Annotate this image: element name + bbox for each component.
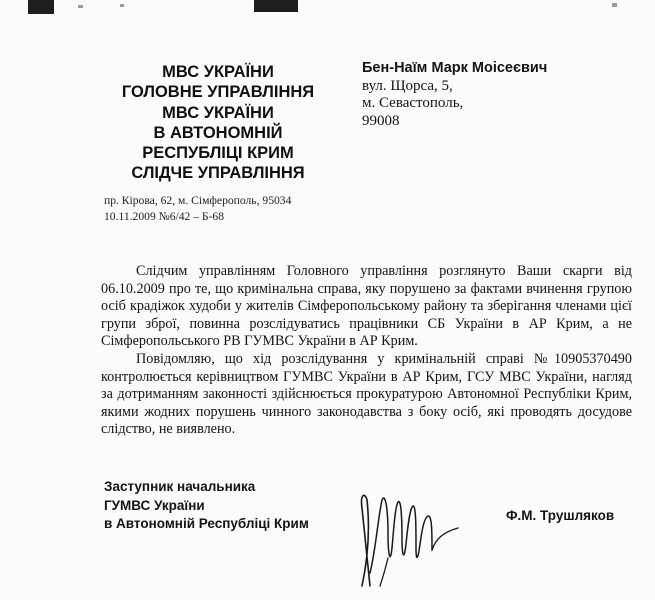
body-paragraph-2: Повідомляю, що хід розслідування у кримінальній справі №10905370490 контролюється керівництвом ГУМВС України в АР Крим, ГСУ МВС України, нагляд за дотриманням законності здійснюється прокуратурою Автономної Республіки Крим, якими жодних порушень чинного законодавства з боку осіб, які проводять досудове слідство, не виявлено. [101,350,632,438]
letter-date-reference: 10.11.2009 №6/42 – Б-68 [104,210,225,223]
sender-line: РЕСПУБЛІЦІ КРИМ [142,144,294,163]
sender-line: МВС УКРАЇНИ [162,63,274,81]
recipient-name: Бен-Наїм Марк Моісеєвич [362,60,548,76]
sender-line: В АВТОНОМНІЙ [153,123,283,142]
signer-title-line: в Автономній Республіці Крим [104,516,309,531]
signer-name: Ф.М. Трушляков [506,508,615,523]
signer-title-line: ГУМВС України [104,497,205,513]
sender-line: СЛІДЧЕ УПРАВЛІННЯ [131,164,305,183]
signer-title-line: Заступник начальника [104,479,256,494]
recipient-street: вул. Щорса, 5, [362,77,453,94]
scan-speck [120,4,124,7]
scan-speck [78,5,83,8]
scan-artifact-top-left [28,0,54,14]
recipient-postcode: 99008 [362,112,400,129]
sender-line: МВС УКРАЇНИ [162,103,274,122]
sender-address: пр. Кірова, 62, м. Сімферополь, 95034 [104,194,292,207]
body-paragraph-1: Слідчим управлінням Головного управління розглянуто Ваши скарги від 06.10.2009 про те, що кримінальна справа, яку порушено за фактами вчинення групою осіб крадіжок худоби у жителів Сімферопольському району та зберігання членами цієї групи зброї, повинна розслідуватись працівники СБ України в АР Крим, а не Сімферопольського РВ ГУМВС України в АР Крим. [101,263,632,350]
sender-meta [104,193,291,225]
scan-artifact-top-center [254,0,298,12]
scan-speck [612,3,617,7]
sender-header [118,62,318,184]
letter-body [101,263,632,439]
sender-line: ГОЛОВНЕ УПРАВЛІННЯ [121,83,315,102]
handwritten-signature [340,478,470,590]
signer-title [104,478,309,534]
recipient-address [362,60,547,130]
recipient-city: м. Севастополь, [362,95,464,111]
